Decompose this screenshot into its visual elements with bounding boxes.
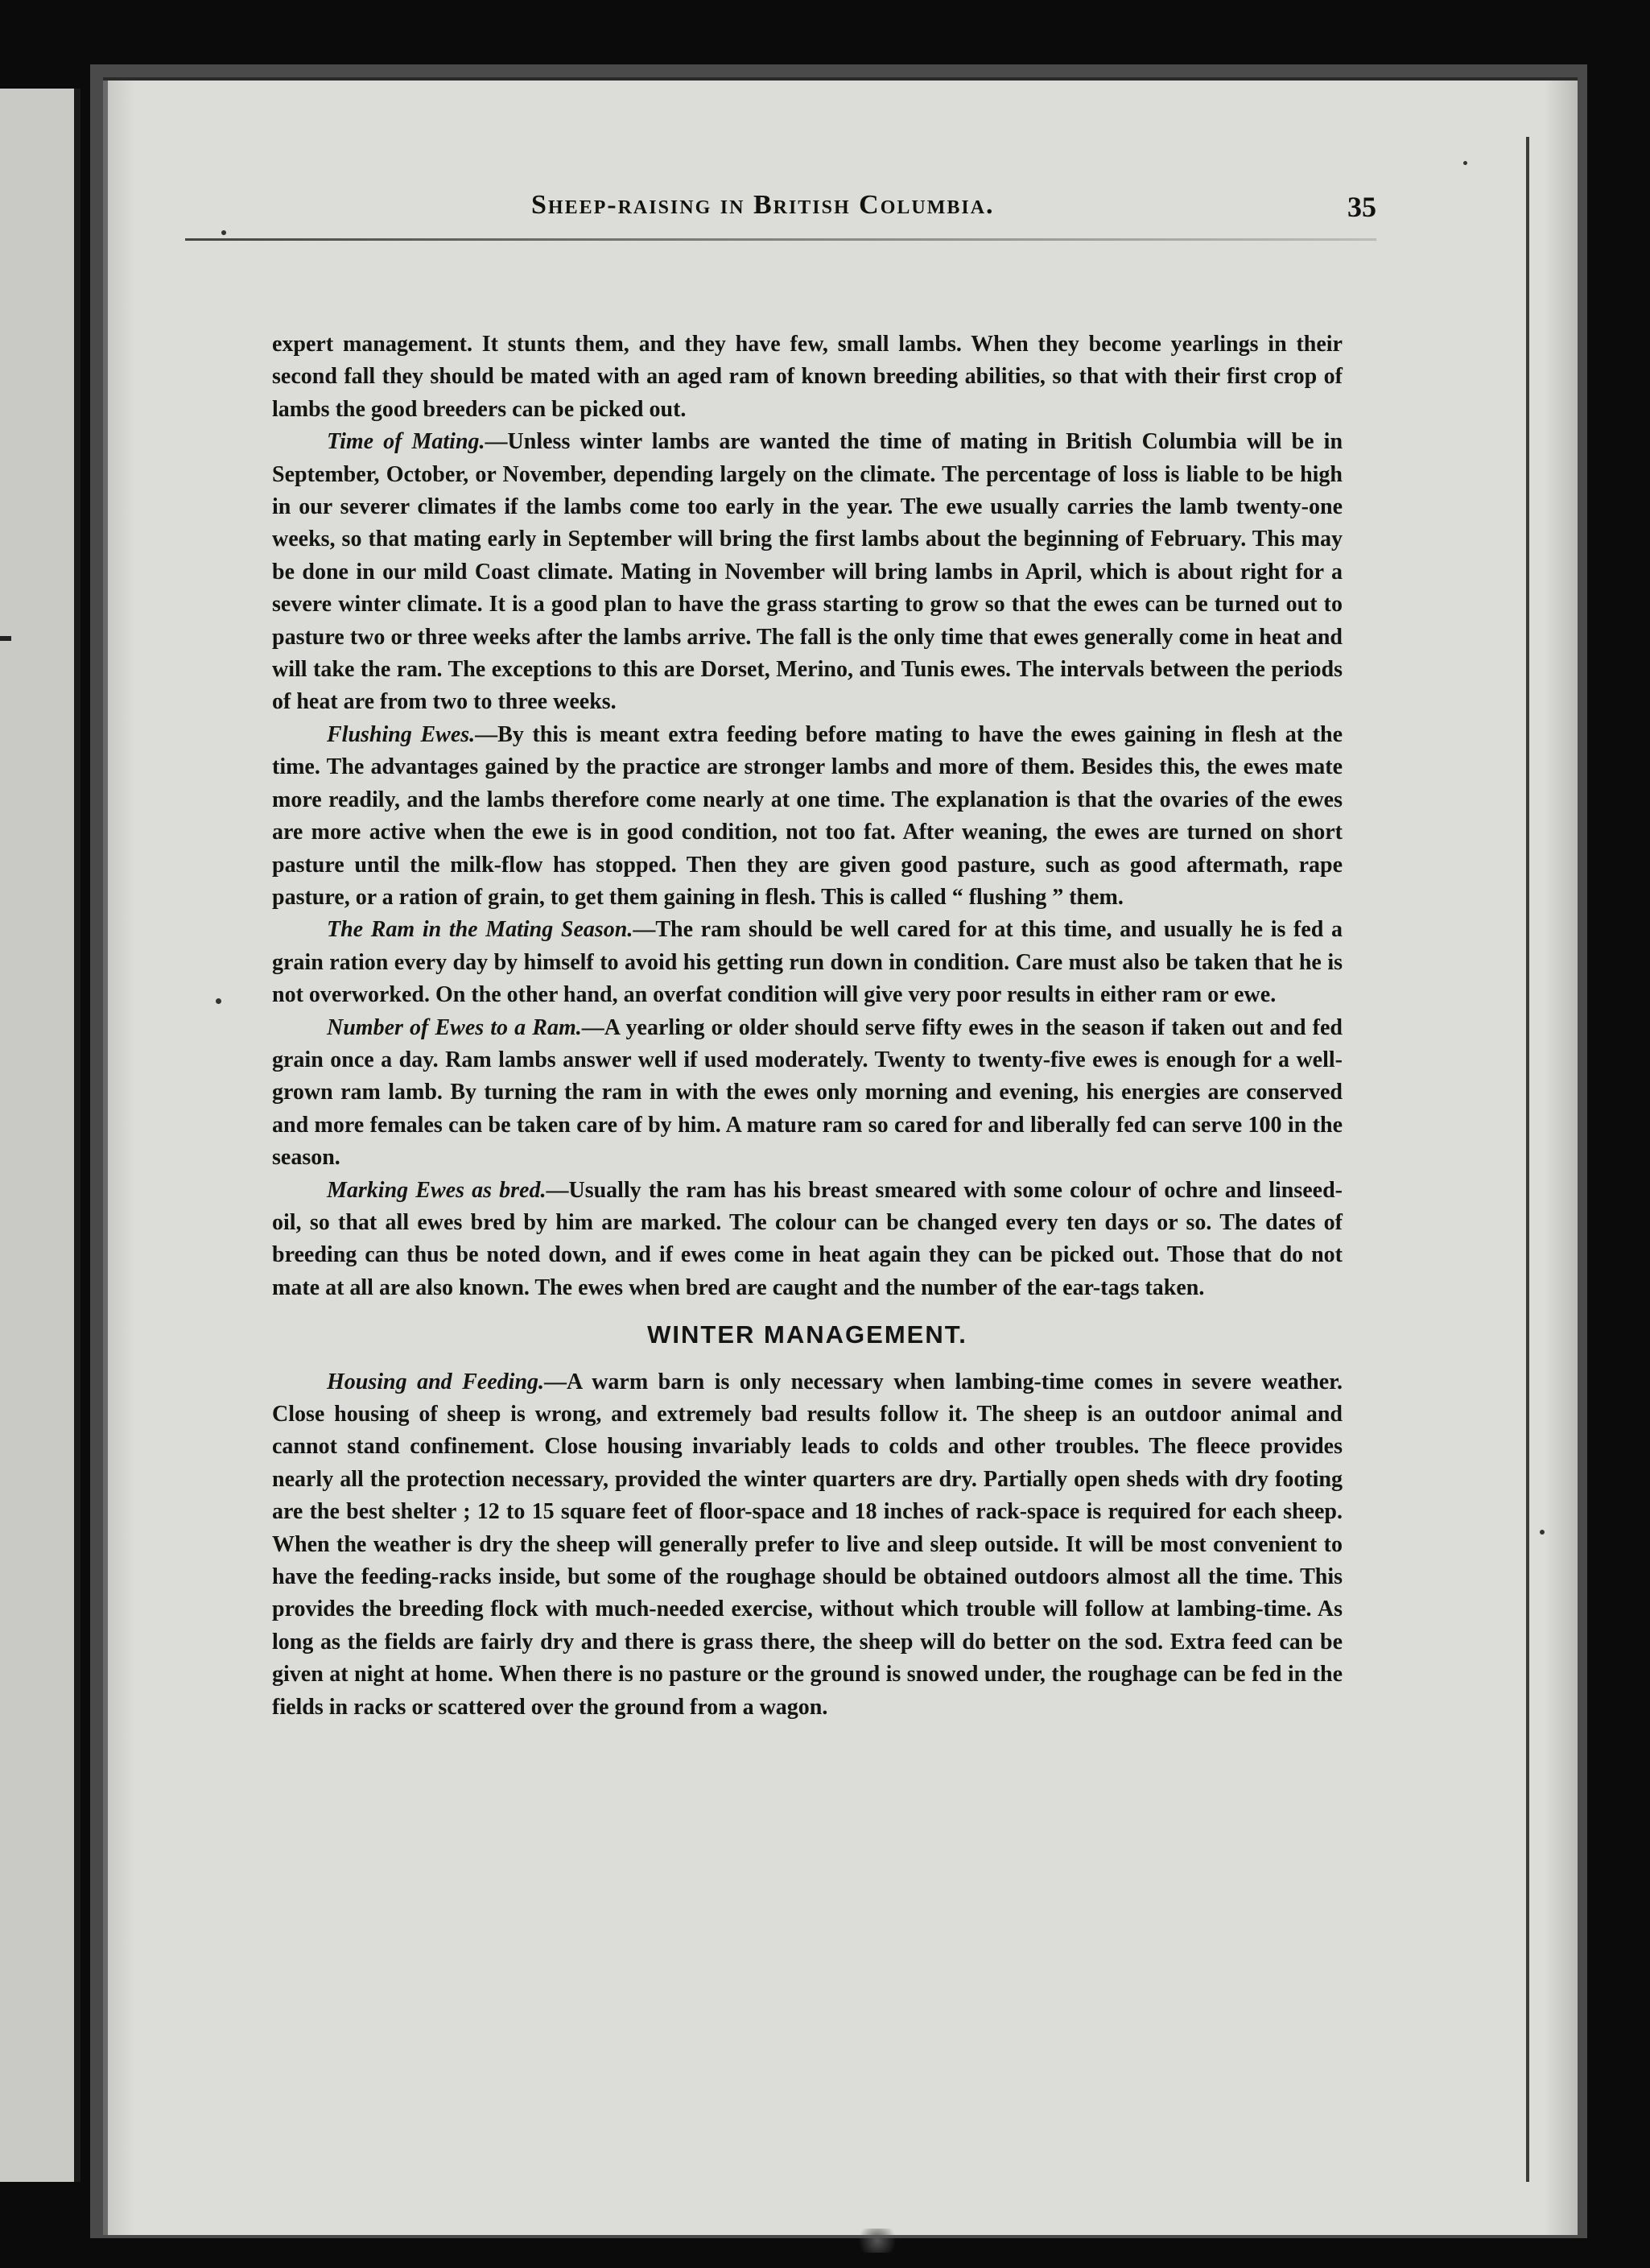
side-heading: Flushing Ewes. bbox=[327, 721, 476, 747]
paragraph-text: —Usually the ram has his breast smeared with some colour of ochre and linseed-oil, so that all ewes bred by him are marked. The colour can be changed every ten days or so. The dates of breeding can thus be noted down, and if ewes come in heat again they can be picked out. Those that do not mate at all are also known. The ewes when bred are caught and the number of the ear-tags taken. bbox=[272, 1177, 1343, 1300]
paragraph-marking-ewes bbox=[272, 1175, 1343, 1305]
body-text bbox=[272, 328, 1343, 1724]
adjacent-page-mark bbox=[0, 636, 11, 641]
paragraph-text: —Unless winter lambs are wanted the time of mating in British Columbia will be in September, October, or November, depending largely on the climate. The percentage of loss is liable to be high in our severer climates if the lambs come too early in the year. The ewe usually carries the lamb twenty-one weeks, so that mating early in September will bring the first lambs about the beginning of February. This may be done in our mild Coast climate. Mating in November will bring lambs in April, which is about right for a severe winter climate. It is a good plan to have the grass starting to grow so that the ewes can be turned out to pasture two or three weeks after the lambs arrive. The fall is the only time that ewes generally come in heat and will take the ram. The exceptions to this are Dorset, Merino, and Tunis ewes. The intervals between the periods of heat are from two to three weeks. bbox=[272, 429, 1343, 715]
page-header bbox=[185, 190, 1376, 254]
section-heading: WINTER MANAGEMENT. bbox=[647, 1320, 967, 1349]
scan-speck bbox=[1463, 161, 1467, 165]
paragraph-housing-feeding bbox=[272, 1366, 1343, 1724]
side-heading: Number of Ewes to a Ram. bbox=[327, 1014, 582, 1040]
paragraph-text: —A yearling or older should serve fifty ewes in the season if taken out and fed grain once a day. Ram lambs answer well if used moderately. Twenty to twenty-five ewes is enough for a well-grown ram lamb. By turning the ram in with the ewes only morning and evening, his energies are conserved and more females can be taken care of by him. A mature ram so cared for and liberally fed can serve 100 in the season. bbox=[272, 1014, 1343, 1171]
scan-speck bbox=[216, 998, 221, 1004]
scan-speck bbox=[1540, 1530, 1545, 1535]
paragraph-text: —A warm barn is only necessary when lambing-time comes in severe weather. Close housing of sheep is wrong, and extremely bad results follow it. The sheep is an outdoor animal and cannot stand confinement. Close housing invariably leads to colds and other troubles. The fleece provides nearly all the protection necessary, provided the winter quarters are dry. Partially open sheds with dry footing are the best shelter ; 12 to 15 square feet of floor-space and 18 inches of rack-space is required for each sheep. When the weather is dry the sheep will generally prefer to live and sleep outside. It will be most convenient to have the feeding-racks inside, but some of the roughage should be obtained outdoors almost all the time. This provides the breeding flock with much-needed exercise, without which trouble will follow at lambing-time. As long as the fields are fairly dry and there is grass there, the sheep will do better on the sod. Extra feed can be given at night at home. When there is no pasture or the ground is snowed under, the roughage can be fed in the fields in racks or scattered over the ground from a wagon. bbox=[272, 1369, 1343, 1720]
paragraph-text: —The ram should be well cared for at this time, and usually he is fed a grain ration every day by himself to avoid his getting run down in condition. Care must also be taken that he is not overworked. On the other hand, an overfat condition will give very poor results in either ram or ewe. bbox=[272, 917, 1343, 1008]
paragraph-continuation bbox=[272, 328, 1343, 426]
page-right-edge-line bbox=[1526, 137, 1529, 2182]
paragraph-ram-mating-season bbox=[272, 914, 1343, 1011]
side-heading: Marking Ewes as bred. bbox=[327, 1177, 547, 1203]
side-heading: Housing and Feeding. bbox=[327, 1369, 545, 1394]
adjacent-page-edge bbox=[0, 89, 80, 2182]
side-heading: Time of Mating. bbox=[327, 429, 485, 455]
paragraph-flushing-ewes bbox=[272, 719, 1343, 914]
paragraph-text: —By this is meant extra feeding before mating to have the ewes gaining in flesh at the time. The advantages gained by the practice are stronger lambs and more of them. Besides this, the ewes mate more readily, and the lambs therefore come nearly at one time. The explanation is that the ovaries of the ewes are more active when the ewe is in good condition, not too fat. After weaning, the ewes are turned on short pasture until the milk-flow has stopped. Then they are given good pasture, such as good aftermath, rape pasture, or a ration of grain, to get them gaining in flesh. This is called “ flushing ” them. bbox=[272, 721, 1343, 910]
side-heading: The Ram in the Mating Season. bbox=[327, 917, 633, 943]
paragraph-number-of-ewes bbox=[272, 1012, 1343, 1175]
page-number: 35 bbox=[1347, 191, 1376, 223]
paragraph-time-of-mating bbox=[272, 426, 1343, 719]
page-binding-edge bbox=[103, 81, 108, 2235]
header-rule bbox=[185, 238, 1376, 241]
running-head: Sheep-raising in British Columbia. bbox=[531, 190, 995, 220]
paragraph-text: expert management. It stunts them, and they have few, small lambs. When they become yearlings in their second fall they should be mated with an aged ram of known breeding abilities, so that with their first crop of lambs the good breeders can be picked out. bbox=[272, 332, 1343, 422]
scan-speck bbox=[221, 230, 226, 235]
scan-smudge bbox=[853, 2229, 901, 2253]
